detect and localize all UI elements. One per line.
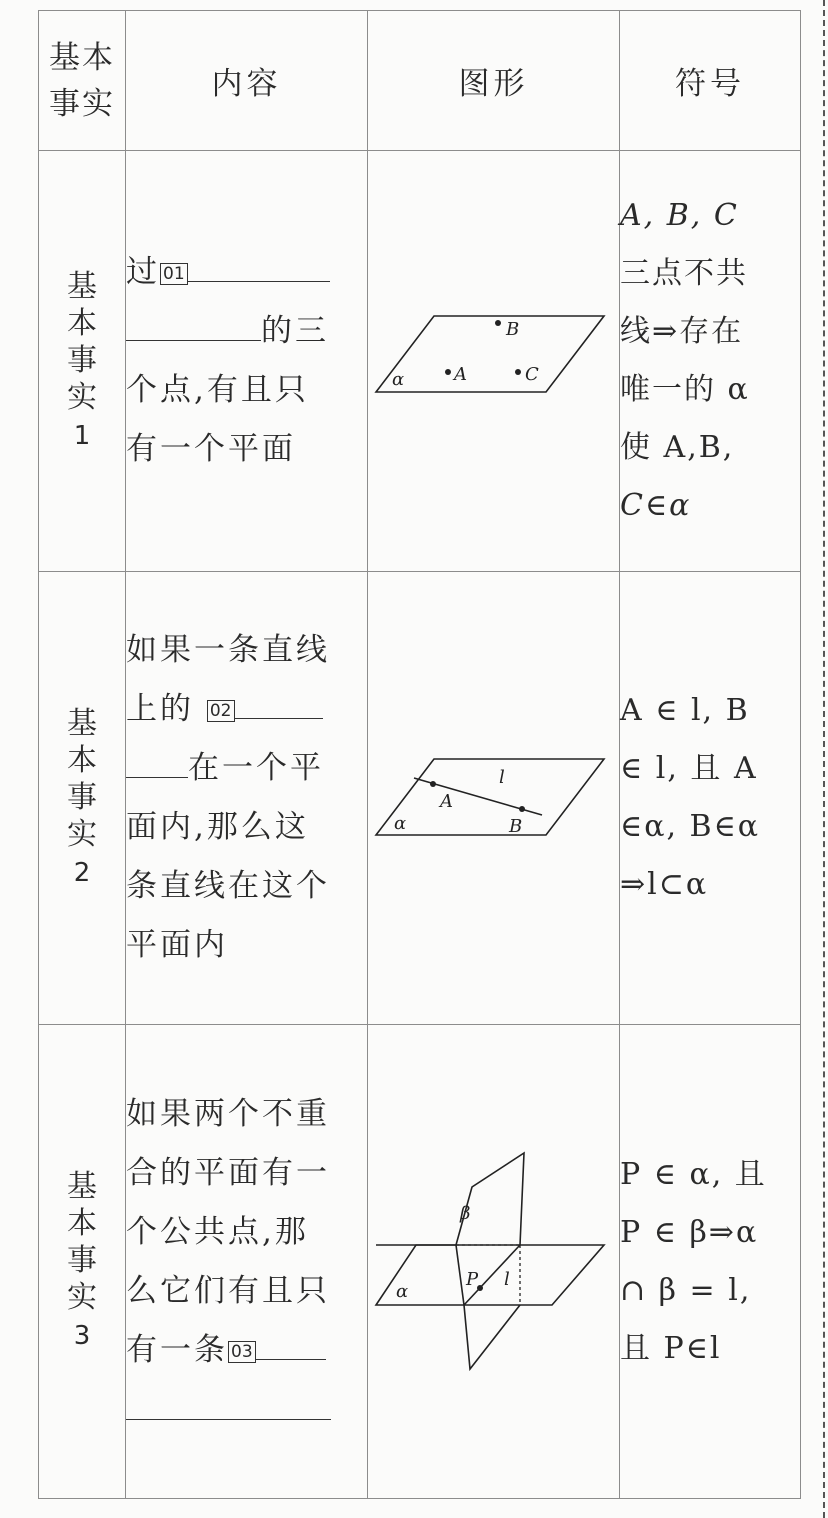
fact-label-char: 事 <box>67 1243 97 1278</box>
fact-figure-2 <box>368 572 620 1025</box>
symbol-line: ∩ β = l, <box>620 1272 752 1308</box>
point-A-label: A <box>453 364 467 385</box>
table-row <box>39 151 801 572</box>
fact-label-char: 基 <box>67 1169 97 1204</box>
symbol-line: 且 P∈l <box>620 1330 722 1366</box>
content-text: 个点,有且只 <box>126 372 309 408</box>
symbol-line: A ∈ l, B <box>620 693 750 728</box>
plane-alpha-label: α <box>395 1280 408 1302</box>
page-dashed-border <box>823 0 825 1518</box>
fact-symbol-2 <box>620 572 801 1025</box>
content-text: 么它们有且只 <box>126 1272 330 1309</box>
fact-label-char: 本 <box>67 305 97 341</box>
fact-figure-3 <box>368 1025 620 1499</box>
content-text: 过 <box>126 254 160 290</box>
point-B-label: B <box>508 816 522 837</box>
fact-label-char: 本 <box>67 1206 97 1241</box>
content-text: 个公共点,那 <box>126 1213 309 1250</box>
two-planes-intersect-figure <box>374 1147 614 1377</box>
fact-label-char: 事 <box>67 779 97 815</box>
fill-blank[interactable] <box>256 1358 326 1360</box>
plane-line-figure <box>374 753 614 843</box>
plane-alpha-shape <box>376 1245 604 1305</box>
fill-blank[interactable] <box>126 339 261 341</box>
table-row <box>39 572 801 1025</box>
fact-label-char: 本 <box>67 742 97 778</box>
blank-number-box: 01 <box>160 263 188 285</box>
fill-blank[interactable] <box>235 717 323 719</box>
plane-alpha-shape <box>376 316 604 392</box>
content-text: 如果两个不重 <box>126 1095 330 1132</box>
fact-content-1 <box>126 151 368 572</box>
table-row <box>39 1025 801 1499</box>
plane-alpha-label: α <box>393 813 406 834</box>
symbol-line: ∈ l, 且 A <box>620 751 758 786</box>
point-C <box>515 369 521 375</box>
content-text: 上的 <box>126 691 194 727</box>
plane-three-points-figure <box>374 306 614 416</box>
blank-number-box: 03 <box>228 1341 256 1363</box>
basic-facts-table <box>38 10 801 1499</box>
point-C-label: C <box>524 364 539 385</box>
symbol-line: 三点不共 <box>620 256 748 291</box>
fact-label-char: 实 <box>67 816 97 852</box>
fill-blank[interactable] <box>188 280 330 282</box>
content-text: 平面内 <box>126 927 228 963</box>
symbol-line: 唯一的 α <box>620 372 750 407</box>
fact-label-1 <box>39 151 126 572</box>
symbol-line: P ∈ β⇒α <box>620 1214 759 1250</box>
header-content: 内容 <box>126 11 368 151</box>
symbol-line: A, B, C <box>620 198 739 233</box>
fact-symbol-1 <box>620 151 801 572</box>
fill-blank[interactable] <box>126 776 188 778</box>
content-text: 合的平面有一 <box>126 1154 330 1191</box>
content-text: 面内,那么这 <box>126 809 309 845</box>
content-text: 条直线在这个 <box>126 868 330 904</box>
symbol-line: 线⇒存在 <box>620 314 744 349</box>
header-figure: 图形 <box>368 11 620 151</box>
fill-blank[interactable] <box>126 1418 331 1420</box>
symbol-line: ⇒l⊂α <box>620 867 709 902</box>
fact-symbol-3 <box>620 1025 801 1499</box>
plane-beta-upper-edge <box>456 1153 524 1245</box>
content-text: 在一个平 <box>188 750 324 786</box>
blank-number-box: 02 <box>207 700 235 722</box>
symbol-line: P ∈ α, 且 <box>620 1156 767 1192</box>
fact-label-char: 实 <box>67 379 97 415</box>
fact-label-char: 事 <box>67 342 97 378</box>
point-A <box>430 781 436 787</box>
content-text: 的三 <box>261 313 329 349</box>
point-B-label: B <box>505 319 519 340</box>
fact-label-char: 基 <box>67 268 97 304</box>
header-basic-fact-line1: 基本 <box>49 39 115 76</box>
fact-label-number: 2 <box>73 857 91 888</box>
fact-figure-1 <box>368 151 620 572</box>
symbol-line: 使 A,B, <box>620 430 735 465</box>
point-A-label: A <box>439 791 453 812</box>
plane-beta-label: β <box>459 1202 470 1224</box>
content-text: 有一条 <box>126 1331 228 1368</box>
fact-label-char: 基 <box>67 705 97 741</box>
point-P-label: P <box>465 1268 478 1290</box>
fact-label-number: 3 <box>73 1321 91 1351</box>
fact-label-number: 1 <box>73 420 91 451</box>
point-A <box>445 369 451 375</box>
content-text: 如果一条直线 <box>126 632 330 668</box>
line-l-label: l <box>498 767 505 788</box>
fact-label-2 <box>39 572 126 1025</box>
fact-label-3 <box>39 1025 126 1499</box>
plane-alpha-label: α <box>391 369 404 390</box>
fact-label-char: 实 <box>67 1280 97 1315</box>
symbol-line: ∈α, B∈α <box>620 809 761 844</box>
plane-alpha-shape <box>376 759 604 835</box>
content-text: 有一个平面 <box>126 431 296 467</box>
header-basic-fact-line2: 事实 <box>49 85 115 122</box>
table-header-row <box>39 11 801 151</box>
header-basic-fact <box>39 11 126 151</box>
symbol-line: C∈α <box>620 488 692 523</box>
fact-content-2 <box>126 572 368 1025</box>
point-B <box>495 320 501 326</box>
point-B <box>519 806 525 812</box>
header-symbol: 符号 <box>620 11 801 151</box>
fact-content-3 <box>126 1025 368 1499</box>
plane-beta-lower-edge <box>464 1305 520 1369</box>
plane-beta-left-edge <box>456 1245 464 1305</box>
line-l-label: l <box>503 1268 510 1290</box>
